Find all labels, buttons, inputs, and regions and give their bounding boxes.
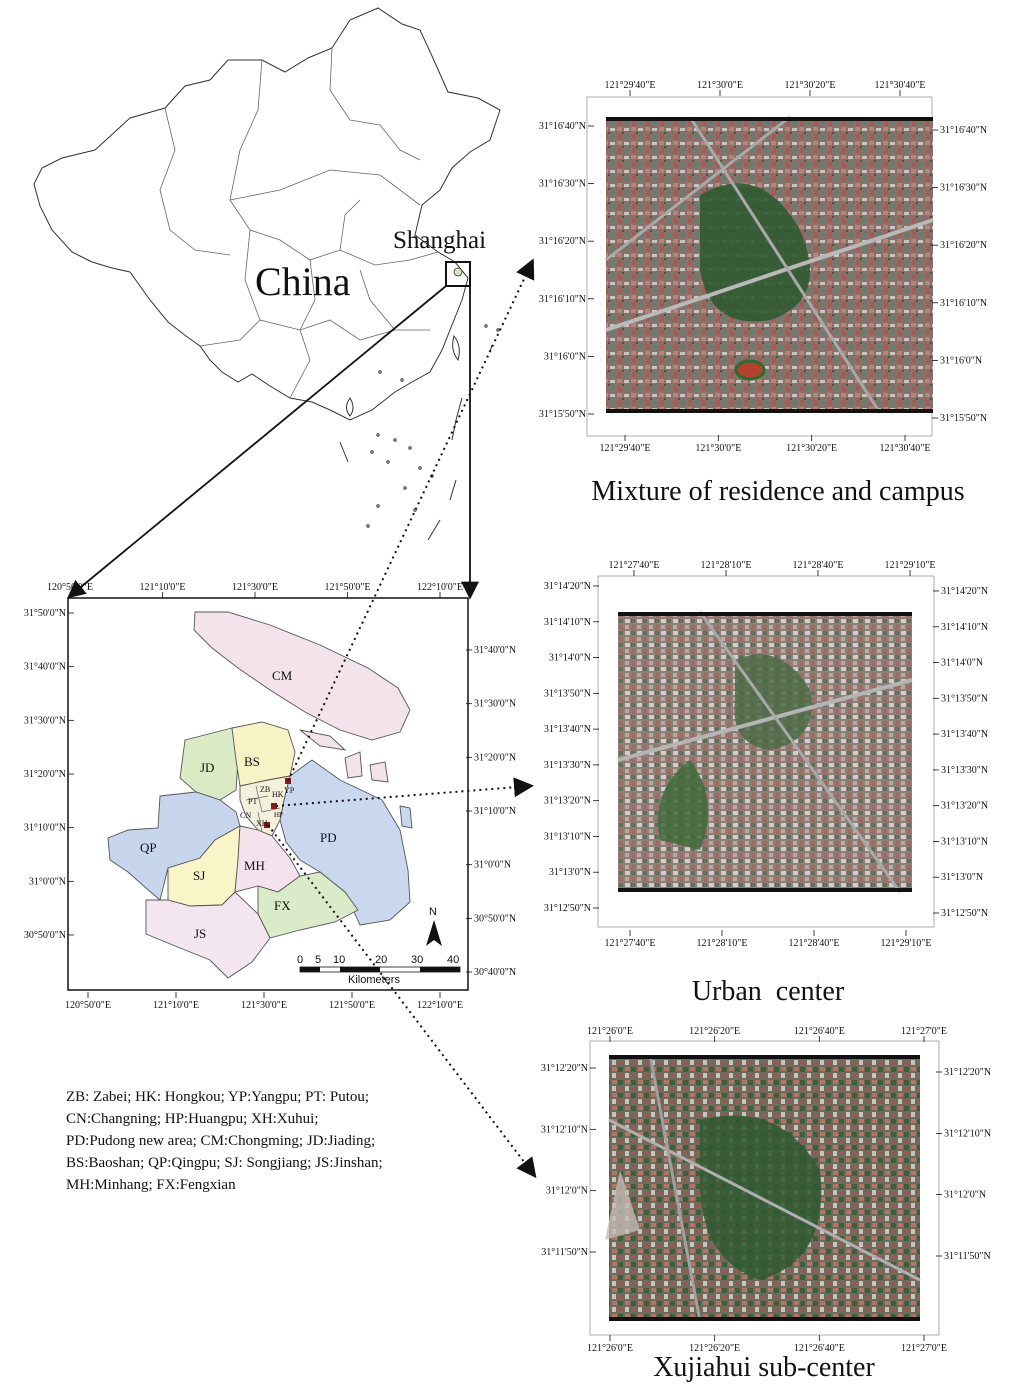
district-map-right-ticks [466,645,516,978]
district-label-jd: JD [200,760,215,775]
district-pd-islet [400,806,412,828]
abbreviation-legend [66,1086,486,1196]
tick-label: 31°0'0"N [28,876,66,888]
tick-label: 121°50'0"E [324,582,371,593]
tick-label: 121°29'40"E [599,443,651,454]
legend-line: ZB: Zabei; HK: Hongkou; YP:Yangpu; PT: Putou; [66,1089,370,1105]
district-label-zb: ZB [260,785,271,794]
tick-label: 31°12'10"N [944,1128,992,1140]
tick-label: 121°30'0"E [697,80,743,91]
tick-label: 31°30'0"N [23,715,66,727]
tick-label: 31°13'0"N [548,867,591,879]
tick-label: 31°15'50"N [940,413,988,424]
tick-label: 121°30'20"E [784,80,836,91]
tick-label: 121°29'10"E [880,938,932,949]
district-label-pd: PD [320,830,337,845]
tick-label: 31°12'50"N [543,903,591,914]
tick-label: 30°40'0"N [474,967,517,978]
district-label-fx: FX [274,898,291,913]
tick-label: 31°13'40"N [543,724,591,736]
tick-label: 121°26'0"E [587,1026,633,1037]
tick-label: 31°14'0"N [548,652,591,664]
tick-label: 121°30'20"E [786,443,838,454]
district-label-bs: BS [244,754,260,769]
tick-label: 31°13'50"N [543,688,591,700]
tick-label: 121°26'0"E [587,1343,633,1354]
tick-label: 31°16'20"N [940,240,988,252]
tick-label: 31°13'30"N [543,759,591,771]
tick-label: 31°20'0"N [23,769,66,780]
tick-label: 31°16'10"N [538,293,586,305]
tick-label: 31°12'20"N [540,1063,588,1074]
scale-unit: Kilometers [348,974,400,986]
tick-label: 31°12'10"N [540,1124,588,1136]
tick-label: 31°20'0"N [474,752,517,764]
tick-label: 120°50'0"E [47,582,93,593]
tick-label: 30°50'0"N [23,930,66,941]
tick-label: 31°13'10"N [941,836,989,848]
tick-label: 31°13'20"N [941,800,989,812]
district-label-xh: XH [256,819,268,828]
panel-2-image [618,612,912,892]
tick-label: 121°28'10"E [696,938,748,949]
tick-label: 121°29'40"E [604,80,656,91]
tick-label: 31°10'0"N [23,822,66,834]
tick-label: 31°12'50"N [941,908,989,919]
tick-label: 31°11'50"N [944,1251,991,1262]
tick-label: 121°30'0"E [241,1000,287,1011]
tick-label: 121°30'0"E [695,443,742,454]
tick-label: 31°16'40"N [940,125,988,136]
tick-label: 31°13'50"N [941,693,989,705]
tick-label: 122°10'0"E [417,582,463,593]
tick-label: 121°26'20"E [689,1343,741,1354]
tick-label: 121°30'40"E [879,443,931,454]
district-map-top-ticks [47,582,463,598]
tick-label: 31°16'40"N [538,121,586,132]
tick-label: 31°13'10"N [543,831,591,843]
china-outline [34,8,500,420]
tick-label: 31°13'40"N [941,729,989,741]
district-label-cn: CN [240,811,252,820]
tick-label: 31°14'10"N [941,621,989,633]
tick-label: 121°30'0"E [232,582,278,593]
tick-label: 122°10'0"E [417,1000,463,1011]
tick-label: 31°16'10"N [940,297,988,309]
district-label-yp: YP [284,786,295,795]
scale-number-0: 0 [297,954,304,966]
panel-3-caption: Xujiahui sub-center [653,1352,875,1383]
district-label-qp: QP [140,840,157,855]
tick-label: 121°27'40"E [608,560,660,571]
tick-label: 31°12'20"N [944,1067,992,1078]
tick-label: 31°40'0"N [23,661,66,673]
panel-residence-campus [539,80,987,507]
district-label-hk: HK [272,790,284,799]
tick-label: 31°12'0"N [545,1185,588,1197]
tick-label: 31°13'30"N [941,764,989,776]
tick-label: 31°16'20"N [538,236,586,248]
tick-label: 31°16'30"N [940,182,988,194]
scale-number-30: 30 [411,954,424,966]
tick-label: 31°13'0"N [941,872,984,884]
tick-label: 121°28'40"E [792,560,844,571]
tick-label: 121°26'40"E [793,1026,845,1037]
district-map [24,582,516,1011]
scale-number-10: 10 [333,954,346,966]
tick-label: 121°29'10"E [884,560,936,571]
tick-label: 121°10'0"E [153,1000,199,1011]
panel-xujiahui [541,1026,991,1383]
district-label-js: JS [194,926,207,941]
scale-number-40: 40 [447,954,460,966]
tick-label: 31°40'0"N [474,645,517,656]
panel-urban-center [544,560,988,1007]
tick-label: 30°50'0"N [474,913,517,925]
legend-line: CN:Changning; HP:Huangpu; XH:Xuhui; [66,1111,319,1127]
tick-label: 121°10'0"E [139,582,186,593]
panel-1-caption: Mixture of residence and campus [591,476,965,507]
tick-label: 31°14'0"N [941,657,984,669]
china-overview-map [34,8,500,540]
tick-label: 31°14'20"N [941,586,989,597]
shanghai-label: Shanghai [393,227,487,254]
scale-number-20: 20 [375,954,388,966]
tick-label: 31°11'50"N [541,1247,588,1258]
district-label-sj: SJ [193,868,206,883]
tick-label: 31°50'0"N [23,608,66,619]
tick-label: 31°0'0"N [474,859,512,871]
panel-2-caption: Urban center [691,976,845,1007]
district-cm-islet-3 [370,762,388,782]
tick-label: 121°28'40"E [788,938,840,949]
tick-label: 121°30'40"E [874,80,926,91]
shanghai-location-dot [454,268,462,276]
district-label-mh: MH [244,858,265,873]
tick-label: 121°27'40"E [604,938,656,949]
tick-label: 120°50'0"E [65,1000,111,1011]
north-label: N [429,906,437,918]
district-label-pt: PT [248,797,258,806]
tick-label: 31°12'0"N [944,1189,987,1201]
scale-number-5: 5 [315,954,322,966]
tick-label: 31°30'0"N [474,698,517,710]
district-label-cm: CM [272,668,293,683]
tick-label: 121°26'20"E [689,1026,741,1037]
tick-label: 121°50'0"E [329,1000,375,1011]
tick-label: 31°16'0"N [543,351,586,363]
district-label-hp: HP [274,811,283,819]
tick-label: 31°10'0"N [474,806,517,817]
legend-line: BS:Baoshan; QP:Qingpu; SJ: Songjiang; JS:Jinshan; [66,1155,383,1171]
tick-label: 31°15'50"N [538,409,586,420]
china-label: China [255,259,351,304]
tick-label: 31°14'20"N [543,581,591,592]
tick-label: 31°16'30"N [538,178,586,190]
tick-label: 121°28'10"E [700,560,752,571]
tick-label: 31°16'0"N [940,355,983,367]
legend-line: MH:Minhang; FX:Fengxian [66,1177,236,1193]
tick-label: 121°27'0"E [901,1343,947,1354]
legend-line: PD:Pudong new area; CM:Chongming; JD:Jiading; [66,1133,376,1149]
tick-label: 31°13'20"N [543,795,591,807]
tick-label: 31°14'10"N [543,616,591,628]
district-map-left-ticks [24,608,74,941]
tick-label: 121°26'40"E [793,1343,845,1354]
tick-label: 121°27'0"E [901,1026,947,1037]
